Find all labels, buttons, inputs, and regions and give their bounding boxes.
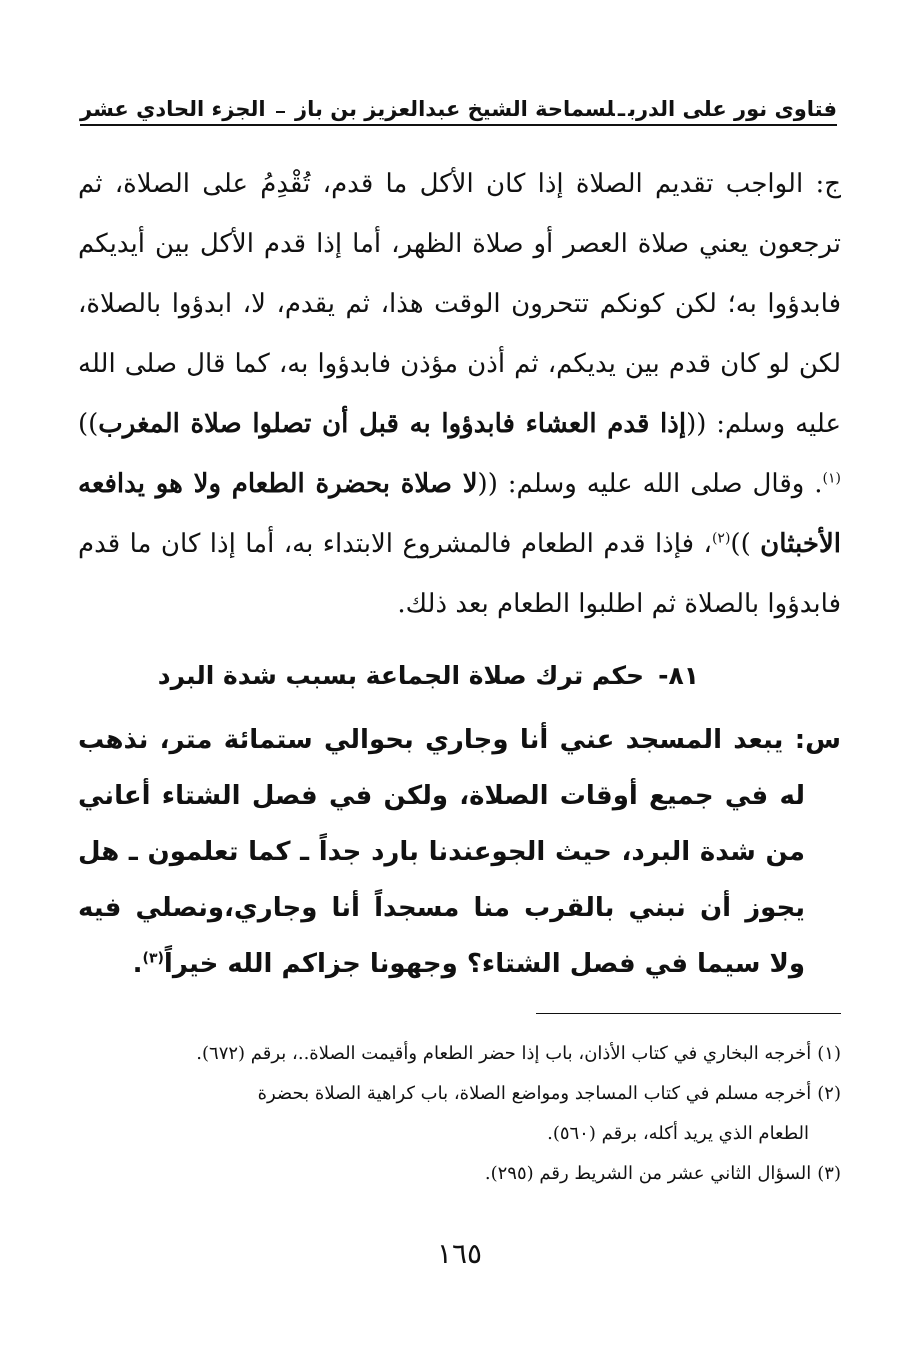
footnote-text: السؤال الثاني عشر من الشريط رقم (٢٩٥). [484, 1163, 812, 1184]
series-title: فتاوى نور على الدرب [628, 97, 837, 121]
section-heading [157, 656, 699, 696]
header-dash-line [276, 111, 286, 113]
running-header [80, 88, 837, 126]
footnotes [78, 1034, 841, 1194]
footnote-number: (١) [817, 1043, 841, 1064]
footnote-continuation: الطعام الذي يريد أكله، برقم (٥٦٠). [547, 1123, 809, 1144]
answer-paragraph [78, 154, 841, 634]
footnote-separator [536, 1013, 841, 1014]
answer-text-2: )) [78, 409, 99, 439]
footnote-text: أخرجه البخاري في كتاب الأذان، باب إذا حضر الطعام وأقيمت الصلاة..، برقم (٦٧٢). [196, 1043, 812, 1064]
series-title-group [295, 99, 837, 120]
volume-label: الجزء الحادي عشر [80, 97, 266, 121]
footnote-number: (٢) [817, 1083, 841, 1104]
section-title: حكم ترك صلاة الجماعة بسبب شدة البرد [157, 661, 645, 690]
section-number: ٨١- [658, 661, 699, 690]
hadith-quote-1: إذا قدم العشاء فابدؤوا به قبل أن تصلوا صلاة المغرب [98, 409, 687, 439]
footnote-1 [78, 1034, 841, 1074]
footnote-3 [78, 1154, 841, 1194]
question-end: . [132, 949, 143, 979]
footnote-ref-2: (٢) [711, 530, 731, 547]
answer-text-1: ج: الواجب تقديم الصلاة إذا كان الأكل ما قدم، تُقْدِمُ على الصلاة، ثم ترجعون يعني صلاة العصر أو صلاة الظهر، أما إذا قدم الأكل بين أيديكم فابدؤوا به؛ لكن كونكم تتحرون الوقت هذا، ثم يقدم، لا، ابدؤوا بالصلاة، لكن لو كان قدم بين يديكم، ثم أذن مؤذن فابدؤوا به، كما قال صلى الله عليه وسلم: (( [78, 169, 842, 439]
answer-text-4: )) [730, 529, 761, 559]
footnote-2 [78, 1074, 841, 1154]
question-text: س: يبعد المسجد عني أنا وجاري بحوالي ستمائة متر، نذهب له في جميع أوقات الصلاة، ولكن في فصل الشتاء أعاني من شدة البرد، حيث الجوعندنا بارد جداً ـ كما تعلمون ـ هل يجوز أن نبني بالقرب منا مسجداً أنا وجاري،ونصلي فيه ولا سيما في فصل الشتاء؟ وجهونا جزاكم الله خيراً [78, 725, 841, 979]
page-number: ١٦٥ [436, 1237, 483, 1270]
footnote-text: أخرجه مسلم في كتاب المساجد ومواضع الصلاة، باب كراهية الصلاة بحضرة [257, 1083, 812, 1104]
hadith-quote-2: لا صلاة بحضرة الطعام ولا هو يدافعه الأخبثان [78, 469, 842, 559]
footnote-ref-1: (١) [822, 470, 841, 487]
question-paragraph [78, 712, 841, 992]
author-name: لسماحة الشيخ عبدالعزيز بن باز [295, 97, 615, 121]
footnote-number: (٣) [817, 1163, 841, 1184]
answer-text-5: ، فإذا قدم الطعام فالمشروع الابتداء به، أما إذا كان ما قدم فابدؤوا بالصلاة ثم اطلبوا الطعام بعد ذلك. [78, 529, 841, 619]
answer-text-3: . وقال صلى الله عليه وسلم: (( [477, 469, 823, 499]
footnote-ref-3: (٣) [142, 950, 164, 967]
series-separator: ـ [617, 97, 626, 121]
